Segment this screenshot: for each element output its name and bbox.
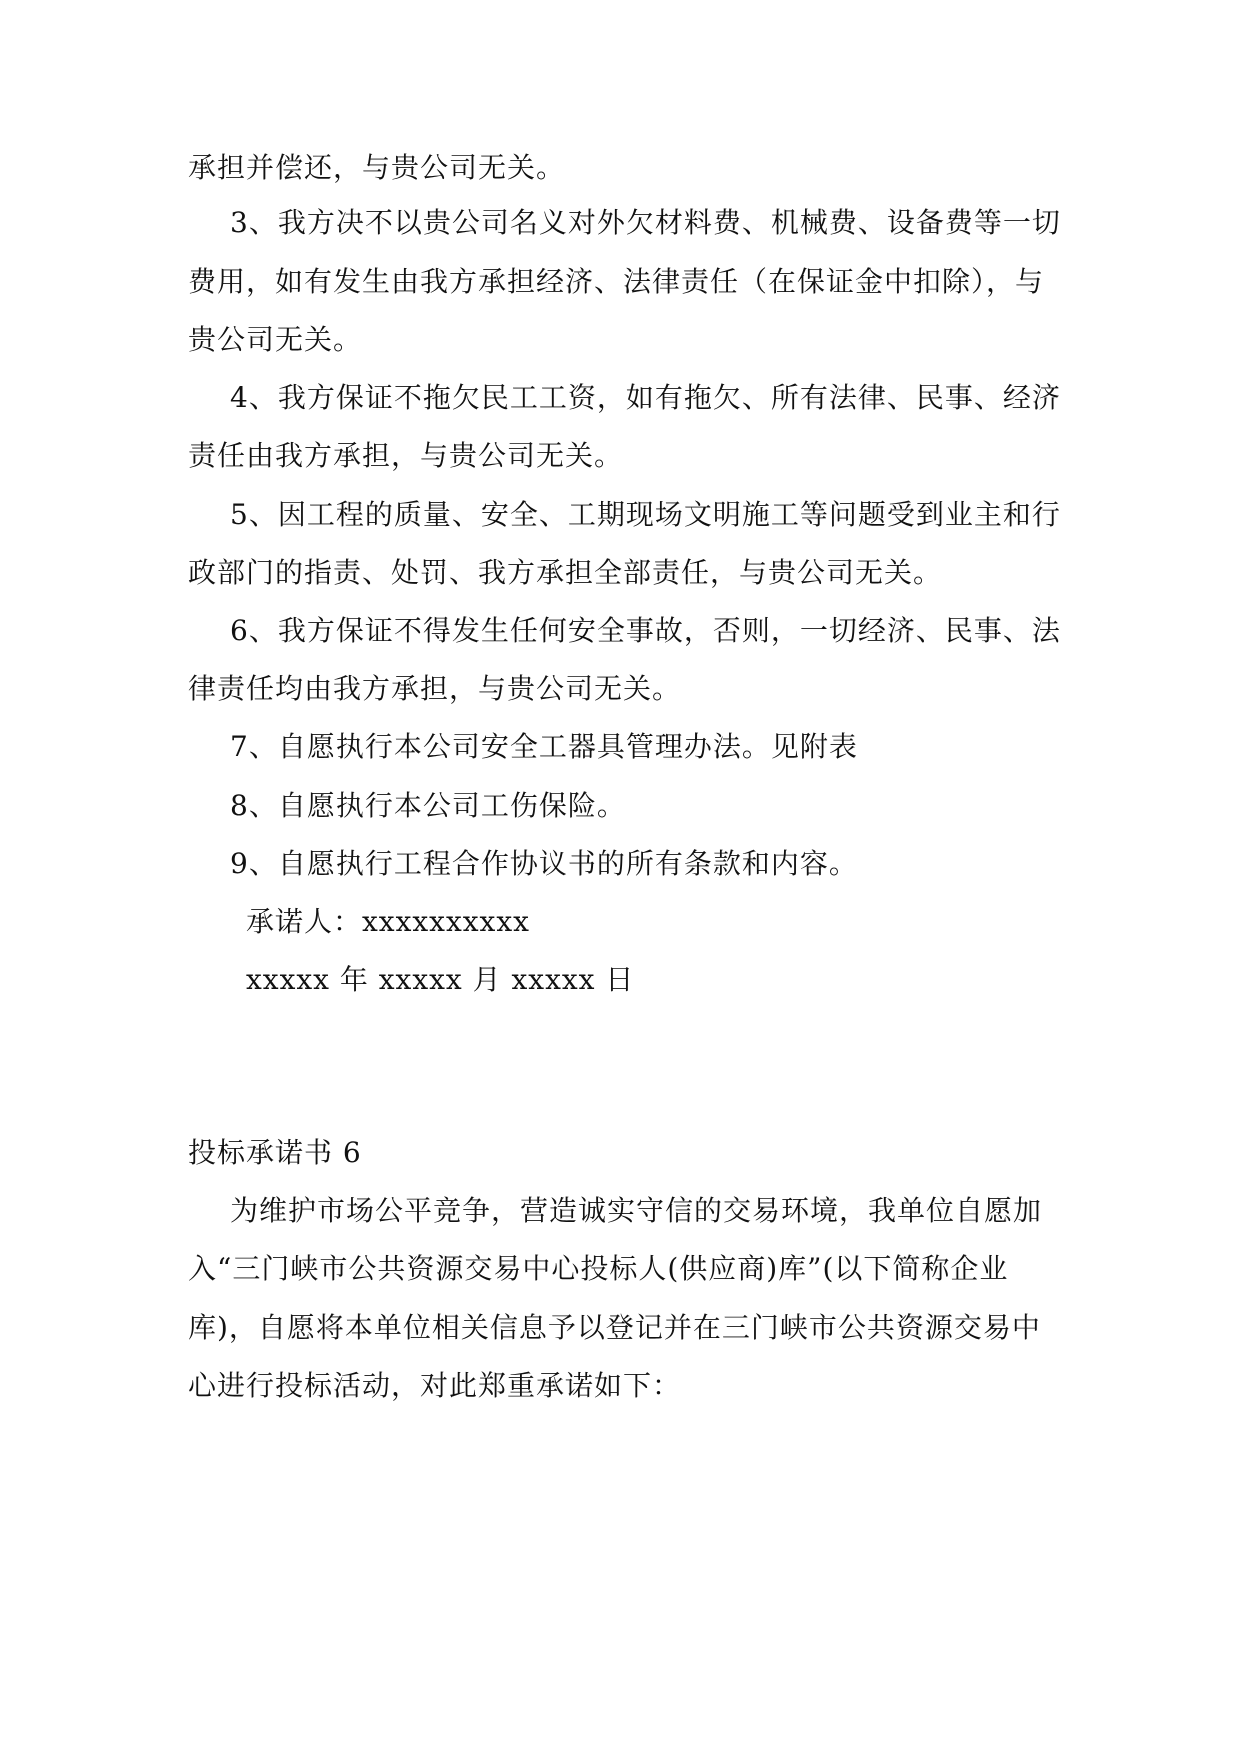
clause-6: 6、我方保证不得发生任何安全事故，否则，一切经济、民事、法: [230, 614, 1061, 647]
section-paragraph-line: 为维护市场公平竞争，营造诚实守信的交易环境，我单位自愿加: [230, 1194, 1043, 1227]
text-line: 律责任均由我方承担，与贵公司无关。: [188, 672, 682, 705]
clause-4: 4、我方保证不拖欠民工工资，如有拖欠、所有法律、民事、经济: [230, 381, 1061, 414]
section-paragraph-line: 心进行投标活动，对此郑重承诺如下：: [188, 1369, 682, 1402]
text-line: 政部门的指责、处罚、我方承担全部责任，与贵公司无关。: [188, 556, 943, 589]
section-paragraph-line: 库)，自愿将本单位相关信息予以登记并在三门峡市公共资源交易中: [188, 1311, 1041, 1344]
clause-8: 8、自愿执行本公司工伤保险。: [230, 789, 626, 822]
text-line: 责任由我方承担，与贵公司无关。: [188, 439, 624, 472]
clause-5: 5、因工程的质量、安全、工期现场文明施工等问题受到业主和行: [230, 498, 1061, 531]
section-title: 投标承诺书 6: [188, 1136, 362, 1169]
text-line: 贵公司无关。: [188, 323, 363, 356]
text-line: 承担并偿还，与贵公司无关。: [188, 151, 566, 184]
section-paragraph-line: 入“三门峡市公共资源交易中心投标人(供应商)库”(以下简称企业: [188, 1252, 1009, 1285]
clause-3: 3、我方决不以贵公司名义对外欠材料费、机械费、设备费等一切: [230, 206, 1061, 239]
signature-date: xxxxx 年 xxxxx 月 xxxxx 日: [246, 963, 635, 996]
promisor-signature: 承诺人：xxxxxxxxxx: [246, 905, 530, 938]
clause-7: 7、自愿执行本公司安全工器具管理办法。见附表: [230, 730, 858, 763]
clause-9: 9、自愿执行工程合作协议书的所有条款和内容。: [230, 847, 858, 880]
text-line: 费用，如有发生由我方承担经济、法律责任（在保证金中扣除），与: [188, 265, 1045, 298]
